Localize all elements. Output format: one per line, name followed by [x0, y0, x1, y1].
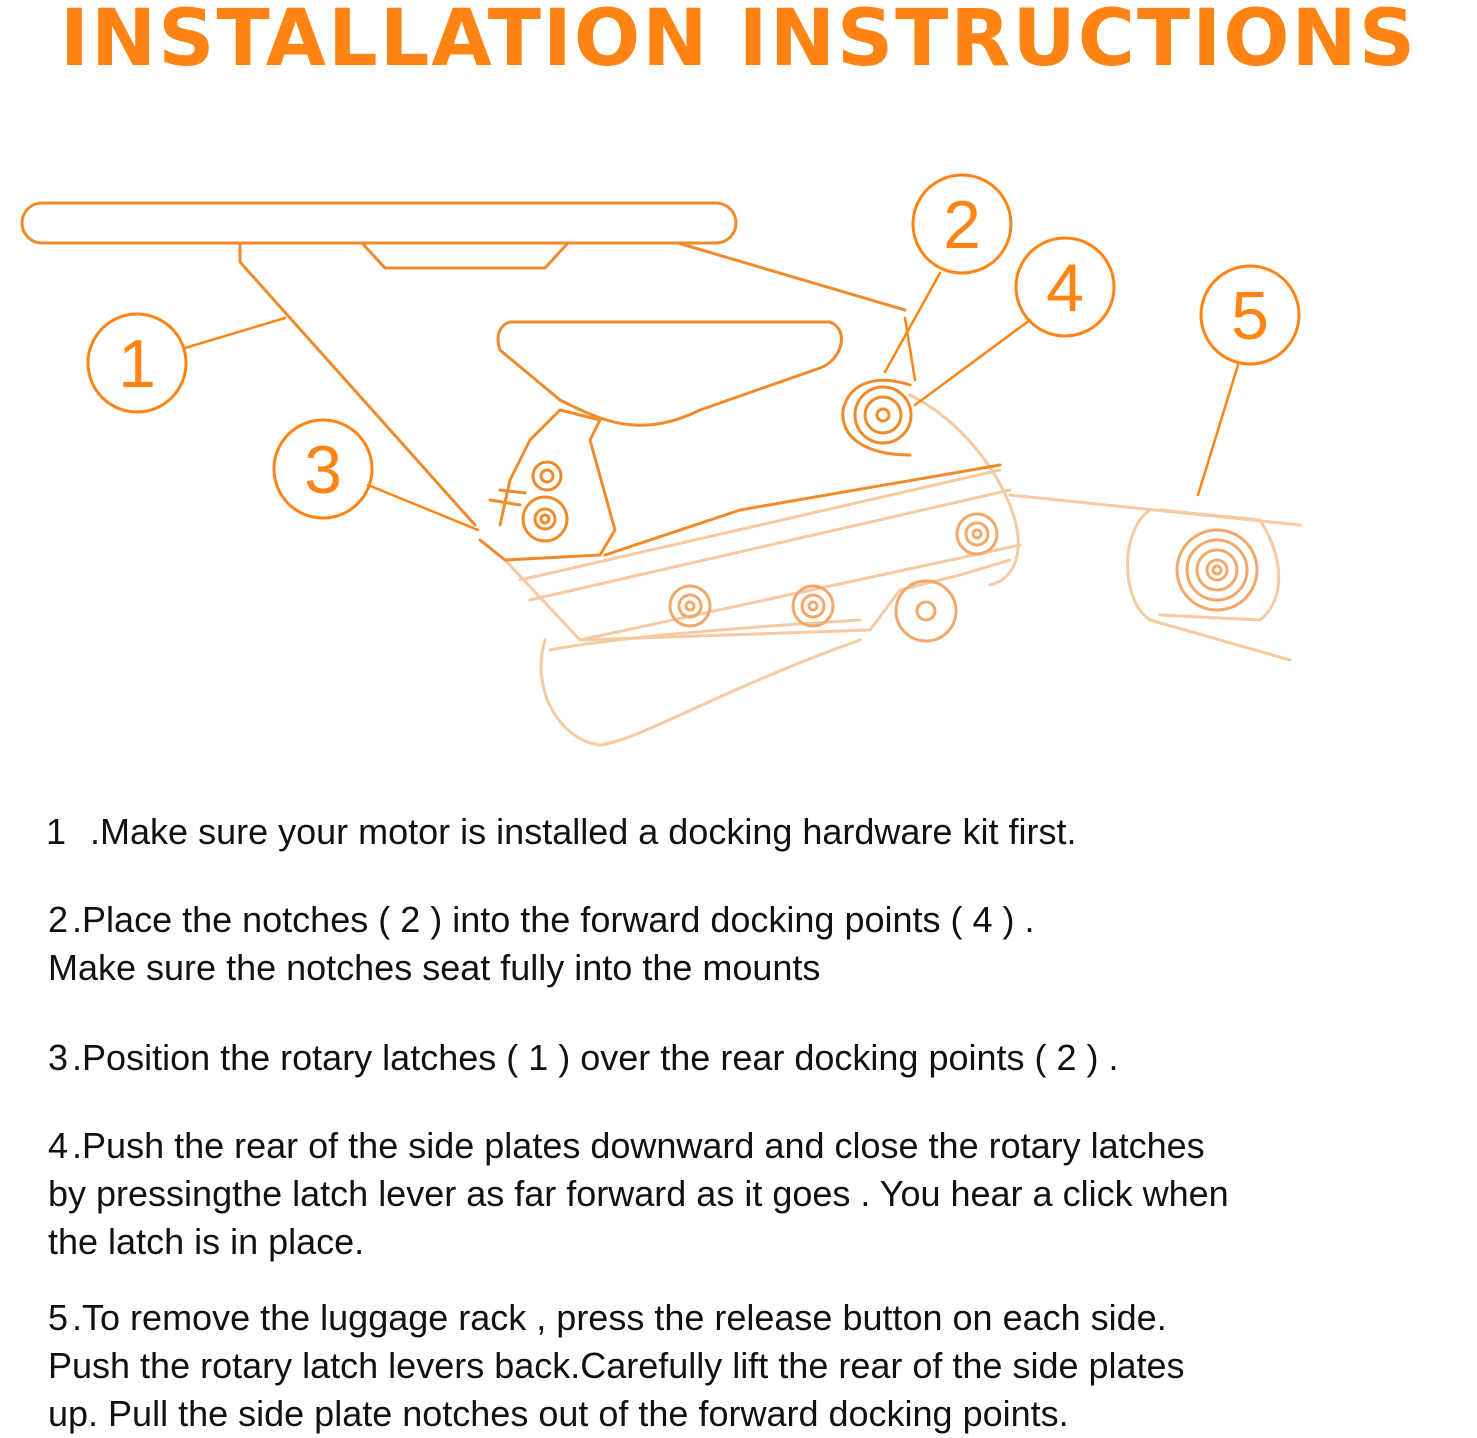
luggage-rack-drawing — [22, 203, 1000, 560]
step-text: .Place the notches ( 2 ) into the forward docking points ( 4 ) . — [72, 899, 1035, 940]
callout-label-3: 3 — [304, 432, 342, 508]
step-number: 5 — [48, 1297, 69, 1338]
step-line: by pressingthe latch lever as far forward as it goes . You hear a click when — [48, 1173, 1229, 1214]
step-line — [46, 808, 1076, 856]
step-line: Make sure the notches seat fully into the mounts — [48, 947, 821, 988]
installation-diagram — [0, 160, 1477, 760]
callout-label-4: 4 — [1046, 250, 1084, 326]
step-line — [48, 1294, 1185, 1342]
step-text: .Make sure your motor is installed a docking hardware kit first. — [90, 811, 1077, 852]
step-number: 3 — [48, 1037, 69, 1078]
step-line — [48, 1034, 1119, 1082]
step-3 — [48, 1034, 1119, 1082]
step-5 — [48, 1294, 1185, 1438]
step-text: .Push the rear of the side plates downward and close the rotary latches — [72, 1125, 1205, 1166]
step-text: .Position the rotary latches ( 1 ) over the rear docking points ( 2 ) . — [72, 1037, 1119, 1078]
step-number: 4 — [48, 1125, 69, 1166]
callout-label-5: 5 — [1231, 278, 1269, 354]
step-line — [48, 1122, 1229, 1170]
step-line: the latch is in place. — [48, 1221, 365, 1262]
step-text: .To remove the luggage rack , press the release button on each side. — [72, 1297, 1167, 1338]
step-line: Push the rotary latch levers back.Carefully lift the rear of the side plates — [48, 1345, 1185, 1386]
step-line — [48, 896, 1035, 944]
bike-frame-drawing — [505, 395, 1300, 745]
callout-circles — [88, 175, 1299, 518]
bolt-circles — [670, 514, 1257, 641]
step-2 — [48, 896, 1035, 992]
step-number: 2 — [48, 899, 69, 940]
callout-label-1: 1 — [118, 326, 156, 402]
step-line: up. Pull the side plate notches out of the forward docking points. — [48, 1393, 1069, 1434]
callout-label-2: 2 — [943, 187, 981, 263]
page-title: INSTALLATION INSTRUCTIONS — [60, 0, 1417, 84]
step-number: 1 — [46, 811, 67, 852]
step-4 — [48, 1122, 1229, 1266]
step-1 — [46, 808, 1076, 856]
